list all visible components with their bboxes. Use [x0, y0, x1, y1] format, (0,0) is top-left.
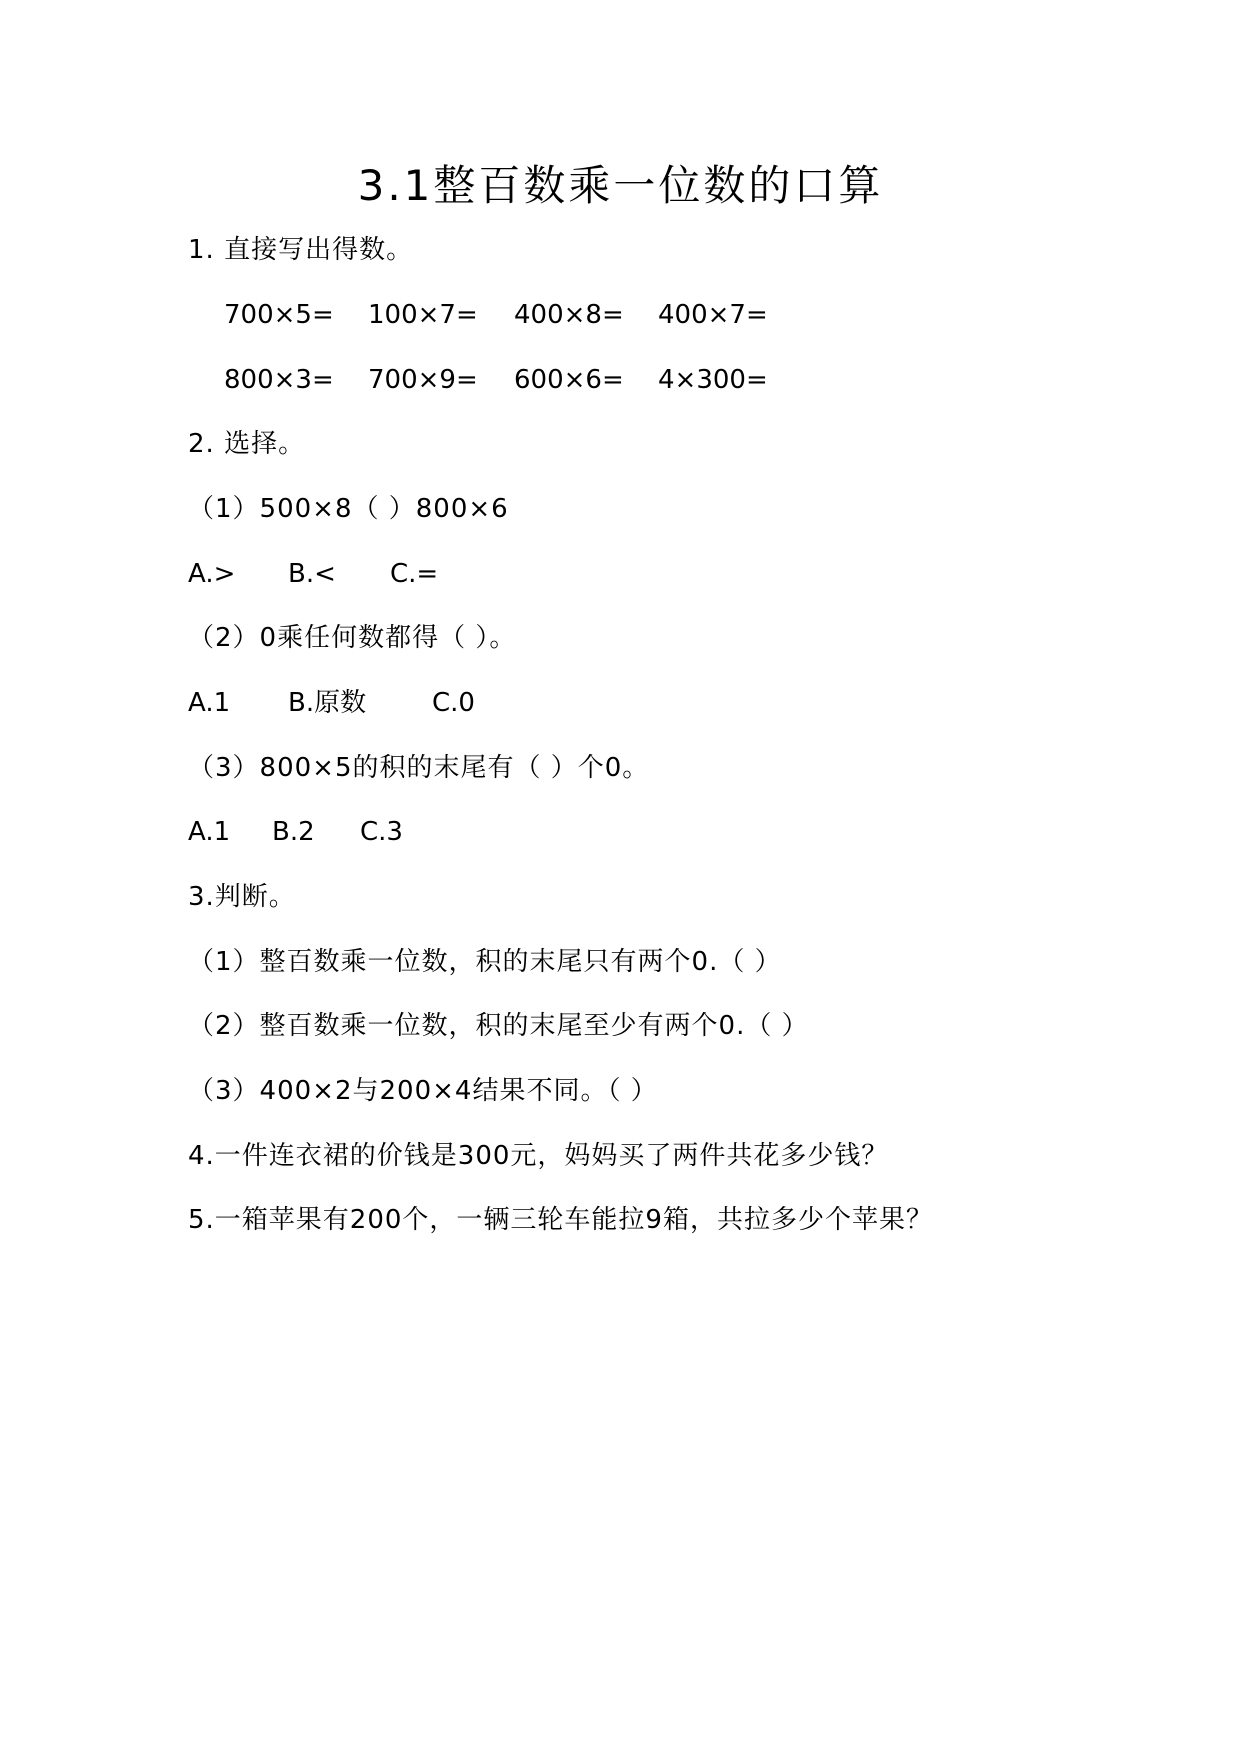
judge-item: （1）整百数乘一位数，积的末尾只有两个0.（ ）: [188, 947, 782, 977]
choice-option: B.2: [272, 817, 315, 847]
choice-option: A.1: [188, 817, 231, 847]
calc-item: 400×8=: [514, 300, 624, 330]
question-1-heading: 1. 直接写出得数。: [188, 235, 414, 265]
word-problem-5: 5.一箱苹果有200个，一辆三轮车能拉9箱，共拉多少个苹果？: [188, 1205, 933, 1235]
question-3-heading: 3.判断。: [188, 882, 296, 912]
calc-item: 700×9=: [368, 365, 478, 395]
choice-option: C.3: [360, 817, 403, 847]
choice-question-1: （1）500×8（ ）800×6: [188, 494, 509, 524]
choice-option: B.<: [288, 559, 336, 589]
judge-item: （2）整百数乘一位数，积的末尾至少有两个0.（ ）: [188, 1011, 809, 1041]
page-title: 3.1整百数乘一位数的口算: [357, 161, 884, 210]
calc-item: 400×7=: [658, 300, 768, 330]
calc-item: 700×5=: [224, 300, 334, 330]
choice-option: A.1: [188, 688, 231, 718]
calc-item: 800×3=: [224, 365, 334, 395]
calc-item: 4×300=: [658, 365, 768, 395]
choice-option: B.原数: [288, 688, 367, 718]
choice-option: C.=: [390, 559, 439, 589]
choice-option: A.>: [188, 559, 236, 589]
choice-question-2: （2）0乘任何数都得（ ）。: [188, 623, 517, 653]
word-problem-4: 4.一件连衣裙的价钱是300元，妈妈买了两件共花多少钱？: [188, 1141, 889, 1171]
question-2-heading: 2. 选择。: [188, 429, 306, 459]
calc-item: 600×6=: [514, 365, 624, 395]
calc-item: 100×7=: [368, 300, 478, 330]
choice-option: C.0: [432, 688, 475, 718]
choice-question-3: （3）800×5的积的末尾有（ ）个0。: [188, 753, 650, 783]
judge-item: （3）400×2与200×4结果不同。（ ）: [188, 1076, 658, 1106]
